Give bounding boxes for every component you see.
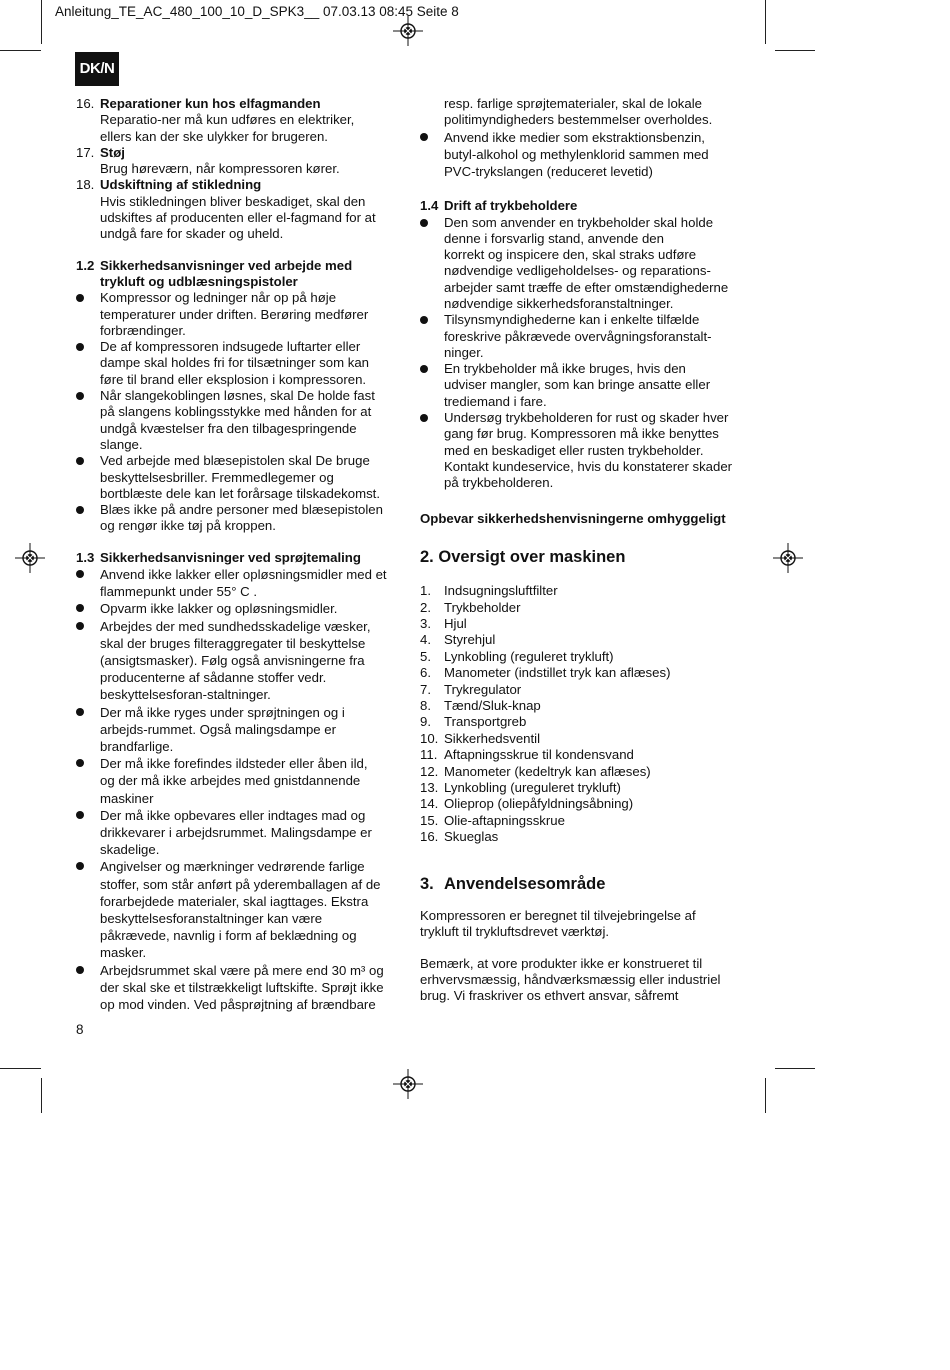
registration-mark-icon [773,543,803,573]
list-item: Der må ikke ryges under sprøjtningen og i arbejds-rummet. Også malingsdampe er brandfarlige. [76,704,398,756]
item-16: 16. Reparationer kun hos elfagmanden Reparatio-ner må kun udføres en elektriker, ellers kan der ske ulykker for brugeren. [76,96,398,145]
registration-mark-icon [393,1069,423,1099]
bullet-icon [76,343,84,351]
list-item: De af kompressoren indsugede luftarter eller dampe skal holdes fri for tilsætninger som kan føre til brand eller eksplosion i kompressoren. [76,339,398,388]
list-item: 4. Styrehjul [420,632,496,648]
paragraph: Kompressoren er beregnet til tilvejebringelse af trykluft til trykluftsdrevet værktøj. [420,907,696,940]
right-column [420,96,750,1004]
list-item: 7. Trykregulator [420,681,522,697]
list-item: 13. Lynkobling (ureguleret trykluft) [420,780,621,796]
list-item: 14. Olieprop (oliepåfyldningsåbning) [420,796,634,812]
parts-list [420,583,750,846]
list-item: 8. Tænd/Sluk-knap [420,697,541,713]
bullet-icon [420,133,428,141]
bullet-icon [76,966,84,974]
language-badge: DK/N [75,52,119,86]
bullet-icon [76,622,84,630]
list-item: Arbejdes der med sundhedsskadelige væsker, skal der bruges filteraggregater til beskyttelse (ansigtsmasker). Følg også anvisningerne fra producenterne af sådanne stoffer vedr. beskyttelsesforan-staltninger. [76,618,398,704]
bullet-icon [76,811,84,819]
list-item: Når slangekoblingen løsnes, skal De holde fast på slangens koblingsstykke med hånden for at undgå kvæstelser fra den tilbagespringende slange. [76,388,398,453]
bullet-icon [76,457,84,465]
file-header: Anleitung_TE_AC_480_100_10_D_SPK3__ 07.03.13 08:45 Seite 8 [55,4,459,19]
list-item: 11. Aftapningsskrue til kondensvand [420,747,634,763]
item-title: Udskiftning af stikledning [100,177,262,193]
list-item: Anvend ikke medier som ekstraktionsbenzin, butyl-alkohol og methylenklorid sammen med PVC-trykslangen (reduceret levetid) [420,129,750,181]
list-item: Angivelser og mærkninger vedrørende farlige stoffer, som står anført på yderemballagen af de forarbejdede materialer, skal iagttages. Ekstra beskyttelsesforanstaltninger kan være påkrævede, navnlig i form af beklædning og masker. [76,858,398,961]
crop-mark [775,50,815,51]
list-item: 16. Skueglas [420,829,499,845]
registration-mark-icon [393,16,423,46]
crop-mark [41,1078,42,1113]
bullet-icon [76,759,84,767]
list-item: Tilsynsmyndighederne kan i enkelte tilfælde foreskrive påkrævede overvågningsforanstalt- ninger. [420,312,750,361]
page-number: 8 [76,1022,84,1037]
paragraph: Bemærk, at vore produkter ikke er konstrueret til erhvervsmæssig, håndværksmæssig eller industriel brug. Vi fraskriver os ethvert ansvar, såfremt [420,955,721,1004]
bullet-icon [420,414,428,422]
list-item: 3. Hjul [420,615,467,631]
list-item: Opvarm ikke lakker og opløsningsmidler. [76,600,398,617]
bullet-icon [420,316,428,324]
bullet-icon [76,506,84,514]
section-heading-2: 2. Oversigt over maskinen [420,547,626,566]
crop-mark [0,50,41,51]
bullet-icon [76,570,84,578]
list-item: 1. Indsugningsluftfilter [420,583,558,599]
item-18: 18. Udskiftning af stikledning Hvis stikledningen bliver beskadiget, skal den udskiftes af producenten eller el-fagmand for at undgå fare for skader og uheld. [76,177,398,242]
item-17: 17. Støj Brug høreværn, når kompressoren kører. [76,145,398,178]
list-item: Der må ikke forefindes ildsteder eller åben ild, og der må ikke arbejdes med gnistdannende maskiner [76,755,398,807]
list-item: 12. Manometer (kedeltryk kan aflæses) [420,763,651,779]
section-heading-1-3: 1.3 Sikkerhedsanvisninger ved sprøjtemaling [76,549,361,565]
crop-mark [41,0,42,44]
list-item: 5. Lynkobling (reguleret trykluft) [420,648,614,664]
bullet-icon [76,604,84,612]
list-item: En trykbeholder må ikke bruges, hvis den udviser mangler, som kan bringe ansatte eller trediemand i fare. [420,361,750,410]
section-heading-1-2: 1.2 Sikkerhedsanvisninger ved arbejde med trykluft og udblæsningspistoler [76,257,353,289]
crop-mark [775,1068,815,1069]
list-item: Ved arbejde med blæsepistolen skal De bruge beskyttelsesbriller. Fremmedlegemer og bortblæste dele kan let forårsage tilskadekomst. [76,453,398,502]
bullet-icon [76,862,84,870]
item-title: Støj [100,144,125,160]
bullet-icon [76,708,84,716]
list-item: Arbejdsrummet skal være på mere end 30 m³ og der skal ske et tilstrækkeligt luftskifte. Sprøjt ikke op mod vinden. Ved påsprøjtning af brændbare [76,962,398,1014]
list-item: 6. Manometer (indstillet tryk kan aflæses) [420,665,671,681]
list-item: Der må ikke opbevares eller indtages mad og drikkevarer i arbejdsrummet. Malingsdampe er skadelige. [76,807,398,859]
crop-mark [765,1078,766,1113]
list-item: Anvend ikke lakker eller opløsningsmidler med et flammepunkt under 55° C . [76,566,398,600]
item-title: Reparationer kun hos elfagmanden [100,96,321,111]
registration-mark-icon [15,543,45,573]
list-item: Den som anvender en trykbeholder skal holde denne i forsvarlig stand, anvende den korrekt og inspicere den, skal straks udføre nødvendige vedligeholdelses- og reparations- arbejder samt træffe de efter omstændighederne nødvendige sikkerhedsforanstaltninger. [420,215,750,313]
left-column [76,96,398,1013]
bullet-icon [420,219,428,227]
list-item: 2. Trykbeholder [420,599,521,615]
list-item: 15. Olie-aftapningsskrue [420,812,565,828]
crop-mark [765,0,766,44]
list-item: Undersøg trykbeholderen for rust og skader hver gang før brug. Kompressoren må ikke benyttes med en beskadiget eller rusten trykbeholder. Kontakt kundeservice, hvis du konstaterer skader på trykbeholderen. [420,410,750,491]
bullet-icon [76,294,84,302]
list-item: 10. Sikkerhedsventil [420,730,541,746]
continued-text: resp. farlige sprøjtematerialer, skal de lokale politimyndigheders bestemmelser overholdes. [444,96,713,128]
keep-instructions-note: Opbevar sikkerhedshenvisningerne omhyggeligt [420,510,726,526]
section-heading-1-4: 1.4 Drift af trykbeholdere [420,198,578,214]
crop-mark [0,1068,41,1069]
section-heading-3: 3. Anvendelsesområde [420,874,606,893]
list-item: Blæs ikke på andre personer med blæsepistolen og rengør ikke tøj på kroppen. [76,502,398,535]
bullet-icon [420,365,428,373]
bullet-icon [76,392,84,400]
list-item: 9. Transportgreb [420,714,527,730]
list-item: Kompressor og ledninger når op på høje temperaturer under driften. Berøring medfører forbrændinger. [76,290,398,339]
